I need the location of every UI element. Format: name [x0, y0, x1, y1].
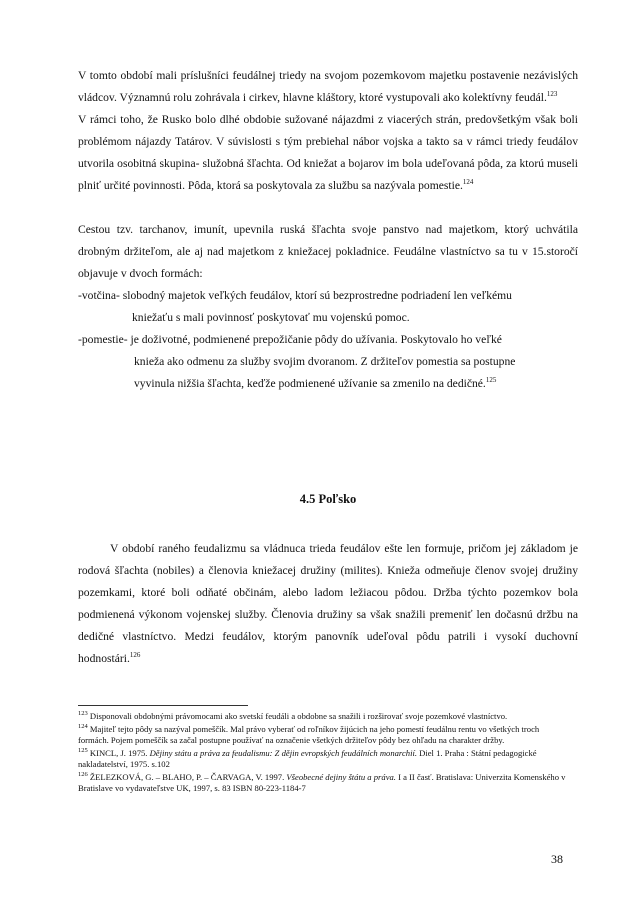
paragraph-gap	[78, 197, 578, 219]
footnote	[78, 748, 568, 771]
section-heading: 4.5 Poľsko	[299, 492, 357, 506]
list-item-pomestie: -pomestie- je doživotné, podmienené prepožičanie pôdy do užívania. Poskytovalo ho veľké	[78, 333, 502, 346]
main-text-section	[78, 538, 578, 670]
footnote-title: Dějiny státu a práva za feudalismu: Z dějin evropských feudálních monarchií.	[149, 747, 417, 758]
footnote-text: ŽELEZKOVÁ, G. – BLAHO, P. – ČARVAGA, V. 1997.	[89, 771, 287, 782]
footnotes	[78, 711, 568, 796]
footnote	[78, 724, 568, 747]
list-item-continuation	[78, 373, 578, 395]
footnote-number: 123	[78, 710, 88, 718]
paragraph	[78, 538, 578, 670]
footnote-title: Všeobecné dejiny štátu a práva.	[286, 771, 396, 782]
footnote-text: Disponovali obdobnými právomocami ako svetskí feudáli a obdobne sa snažili i rozširovať svoje pozemkové vlastníctvo.	[89, 711, 508, 721]
paragraph	[78, 65, 578, 109]
paragraph	[78, 219, 578, 285]
page-number: 38	[551, 852, 563, 866]
paragraph-text: Cestou tzv. tarchanov, imunít, upevnila ruská šľachta svoje panstvo nad majetkom, ktorý uchvátila drobným držiteľom, ale aj nad majetkom z kniežacej pokladnice. Feudálne vlastníctvo sa tu v 15.storočí objavuje v dvoch formách:	[78, 223, 578, 280]
footnote-number: 126	[78, 770, 88, 778]
footnote-text: Diel 1. Praha : Státní pedagogické nakladatelství, 1975. s.102	[78, 747, 537, 769]
paragraph-text: V tomto období mali príslušníci feudálnej triedy na svojom pozemkovom majetku postavenie nezávislých vládcov. Významnú rolu zohrávala i cirkev, hlavne kláštory, ktoré vystupovali ako kolektívny feudál.	[78, 69, 578, 104]
paragraph-text: V období raného feudalizmu sa vládnuca trieda feudálov ešte len formuje, pričom jej základom je rodová šľachta (nobiles) a členovia kniežacej družiny (milites). Knieža odmeňuje členov svojej družiny pozemkami, ktoré boli odňaté občinám, alebo ladom ležiacou pôdou. Držba týchto pozemkov bola podmienená výkonom vojenskej služby. Členovia družiny sa však snažili premeniť len dočasnú držbu na dedičné vlastníctvo. Medzi feudálov, ktorým panovník udeľoval pôdu patrili i vysokí duchovní hodnostári.	[78, 542, 578, 665]
paragraph	[78, 109, 578, 197]
list-text: vyvinula nižšia šľachta, keďže podmienené užívanie sa zmenilo na dedičné.	[134, 377, 486, 390]
footnote-divider	[78, 705, 248, 706]
footnote-ref[interactable]: 123	[546, 90, 558, 99]
footnote-text: Majiteľ tejto pôdy sa nazýval pomeščík. Mal právo vyberať od roľníkov žijúcich na jeho pomestí feudálnu rentu vo všetkých troch formách. Pojem pomeščík sa začal postupne používať na označenie všetkých držiteľov pôdy bez ohľadu na charakter držby.	[78, 723, 540, 745]
footnote-text: KINCL, J. 1975.	[89, 747, 150, 758]
paragraph-text: V rámci toho, že Rusko bolo dlhé obdobie sužované nájazdmi z viacerých strán, predovšetkým však boli problémom nájazdy Tatárov. V súvislosti s tým prebiehal nábor vojska a takto sa v rámci triedy feudálov utvorila osobitná skupina- služobná šľachta. Od kniežat a bojarov im bola udeľovaná pôda, za ktorú museli plniť určité povinnosti. Pôda, ktorá sa poskytovala za službu sa nazývala pomestie.	[78, 113, 578, 192]
footnote-ref[interactable]: 125	[485, 376, 497, 385]
footnote-ref[interactable]: 124	[462, 178, 474, 187]
footnote-text: I a II časť. Bratislava: Univerzita Komenského v Bratislave vo vydavateľstve UK, 1997, s. 83 ISBN 80-223-1184-7	[78, 771, 566, 793]
footnote	[78, 772, 568, 795]
main-text-top	[78, 65, 578, 395]
footnote-ref[interactable]: 126	[129, 651, 141, 660]
footnote	[78, 711, 568, 723]
footnote-number: 124	[78, 722, 88, 730]
footnote-number: 125	[78, 746, 88, 754]
list-item-continuation: kniežaťu s mali povinnosť poskytovať mu vojenskú pomoc.	[132, 311, 410, 324]
list-item-continuation: knieža ako odmenu za služby svojim dvoranom. Z držiteľov pomestia sa postupne	[134, 355, 516, 368]
list-item-votcina: -votčina- slobodný majetok veľkých feudálov, ktorí sú bezprostredne podriadení len veľkému	[78, 289, 512, 302]
